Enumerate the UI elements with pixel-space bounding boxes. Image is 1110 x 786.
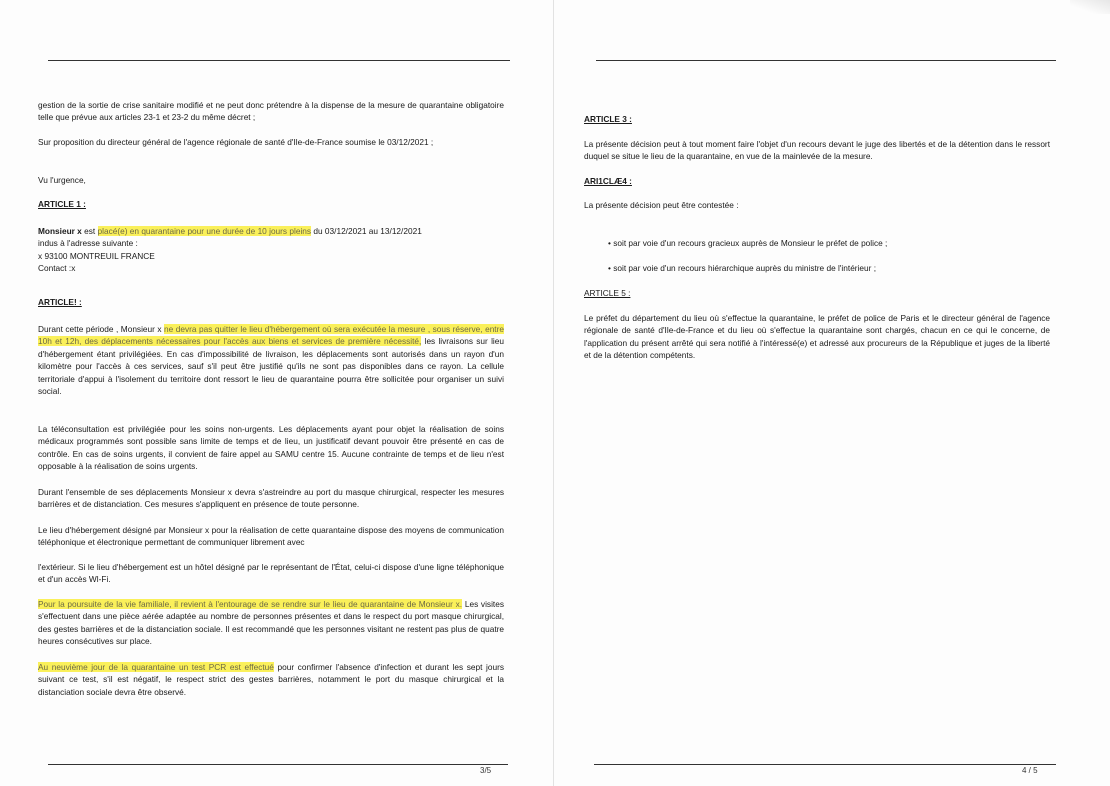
article-1-dates: du 03/12/2021 au 13/12/2021 xyxy=(311,226,422,236)
pcr-paragraph xyxy=(38,661,504,698)
lieu-paragraph: Le lieu d'hébergement désigné par Monsieur x pour la réalisation de cette quarantaine dispose des moyens de communication téléphonique et électronique permettant de communiquer librement avec xyxy=(38,525,504,548)
article-3-title: ARTICLE 3 : xyxy=(584,114,632,124)
footer-rule xyxy=(48,764,508,765)
article-1-title: ARTICLE 1 : xyxy=(38,199,86,209)
header-rule xyxy=(48,60,510,61)
teleconsultation-paragraph: La téléconsultation est privilégiée pour les soins non-urgents. Les déplacements ayant pour objet la réalisation de soins médicaux programmés sont possible sans limite de temps et de lieu, un justificatif devant pouvoir être présenté en cas de contrôle. En cas de soins urgents, il convient de faire appel au SAMU centre 15. Aucune contrainte de temps et de lieu n'est opposable à la réalisation de soins urgents. xyxy=(38,424,504,472)
article-2-rest: les livraisons sur lieu d'hébergement étant privilégiées. En cas d'impossibilité de livraison, les déplacements sont autorisés dans un rayon d'un kilomètre pour l'accès à ces services, sauf s'il peut être justifié qu'ils ne sont pas disponibles dans ce rayon. La cellule territoriale d'appui à l'isolement du territoire dont ressort le lieu de quarantaine pourra être sollicitée pour organiser un suivi social. xyxy=(38,336,504,397)
article-4-title: ARI1CLÆ4 : xyxy=(584,176,632,186)
exterieur-paragraph: l'extérieur. Si le lieu d'hébergement est un hôtel désigné par le représentant de l'État, celui-ci dispose d'une ligne téléphonique et d'un accès Wl-Fi. xyxy=(38,562,504,585)
article-1-address-label: indus à l'adresse suivante : xyxy=(38,238,138,249)
intro-paragraph: gestion de la sortie de crise sanitaire modifié et ne peut donc prétendre à la dispense de la mesure de quarantaine obligatoire telle que prévue aux articles 23-1 et 23-2 du même décret ; xyxy=(38,100,504,123)
bullet-recours-gracieux: • soit par voie d'un recours gracieux auprès de Monsieur le préfet de police ; xyxy=(608,238,888,248)
masque-paragraph: Durant l'ensemble de ses déplacements Monsieur x devra s'astreindre au port du masque chirurgical, respecter les mesures barrières et de distanciation. Ces mesures s'appliquent en présence de toute personne. xyxy=(38,487,504,510)
page-curl xyxy=(1070,0,1110,14)
article-5-title: ARTICLE 5 : xyxy=(584,288,631,298)
article-1-body xyxy=(38,225,508,275)
vie-familiale-rest: Les visites s'effectuent dans une pièce aérée adaptée au nombre de personnes présentes et dans le respect du port masque chirurgical, des gestes barrières et de la distanciation sociale. Il est recommandé que les personnes visitant ne restent pas plus de quatre heures consécutives sur place. xyxy=(38,599,504,647)
vie-familiale-paragraph xyxy=(38,598,504,648)
pcr-rest: pour confirmer l'absence d'infection et durant les sept jours suivant ce test, s'il est négatif, le respect strict des gestes barrières, notamment le port du masque chirurgical et la distanciation sociale devra être observé. xyxy=(38,662,504,697)
article-1-address: x 93100 MONTREUIL FRANCE xyxy=(38,250,155,261)
bullet-recours-hierarchique: • soit par voie d'un recours hiérarchique auprès du ministre de l'intérieur ; xyxy=(608,263,877,273)
left-page xyxy=(0,0,554,786)
article-2-title: ARTICLE! : xyxy=(38,297,82,307)
article-2-intro: Durant cette période , Monsieur x xyxy=(38,324,165,334)
vie-familiale-highlight: Pour la poursuite de la vie familiale, il revient à l'entourage de se rendre sur le lieu de quarantaine de Monsieur x. xyxy=(38,599,463,609)
article-1-highlight: placé(e) en quarantaine pour une durée de 10 jours pleins xyxy=(97,226,312,236)
page-number: 4 / 5 xyxy=(1022,766,1038,775)
article-2-highlight: ne devra pas quitter le lieu d'hébergement où sera exécutée la mesure , sous réserve, entre 10h et 12h, des déplacements nécessaires pour l'accès aux biens et services de première nécessité, xyxy=(38,324,504,347)
article-1-contact: Contact :x xyxy=(38,263,76,274)
pcr-highlight: Au neuvième jour de la quarantaine un test PCR est effectué xyxy=(38,662,274,672)
article-3-body: La présente décision peut à tout moment faire l'objet d'un recours devant le juge des libertés et de la détention dans le ressort duquel se situe le lieu de la quarantaine, en vue de la mainlevée de la mesure. xyxy=(584,139,1050,162)
page-number: 3/5 xyxy=(480,766,492,775)
proposition-paragraph: Sur proposition du directeur général de l'agence régionale de santé d'Ile-de-France soumise le 03/12/2021 ; xyxy=(38,137,434,147)
header-rule xyxy=(596,60,1056,61)
article-1-est: est xyxy=(81,226,98,236)
article-4-body: La présente décision peut être contestée : xyxy=(584,200,739,210)
footer-rule xyxy=(594,764,1056,765)
article-5-body: Le préfet du département du lieu où s'effectue la quarantaine, le préfet de police de Paris et le directeur général de l'agence régionale de santé d'Ile-de-France et du lieu où s'effectue la quarantaine sont chargés, chacun en ce qui le concerne, de l'application du présent arrêté qui sera notifié à l'intéressé(e) et adressé aux procureurs de la République et juges de la liberté et de la détention compétents. xyxy=(584,313,1050,361)
urgence-line: Vu l'urgence, xyxy=(38,175,86,185)
article-1-subject: Monsieur x xyxy=(38,226,82,236)
right-page xyxy=(554,0,1110,786)
article-2-body xyxy=(38,323,504,397)
